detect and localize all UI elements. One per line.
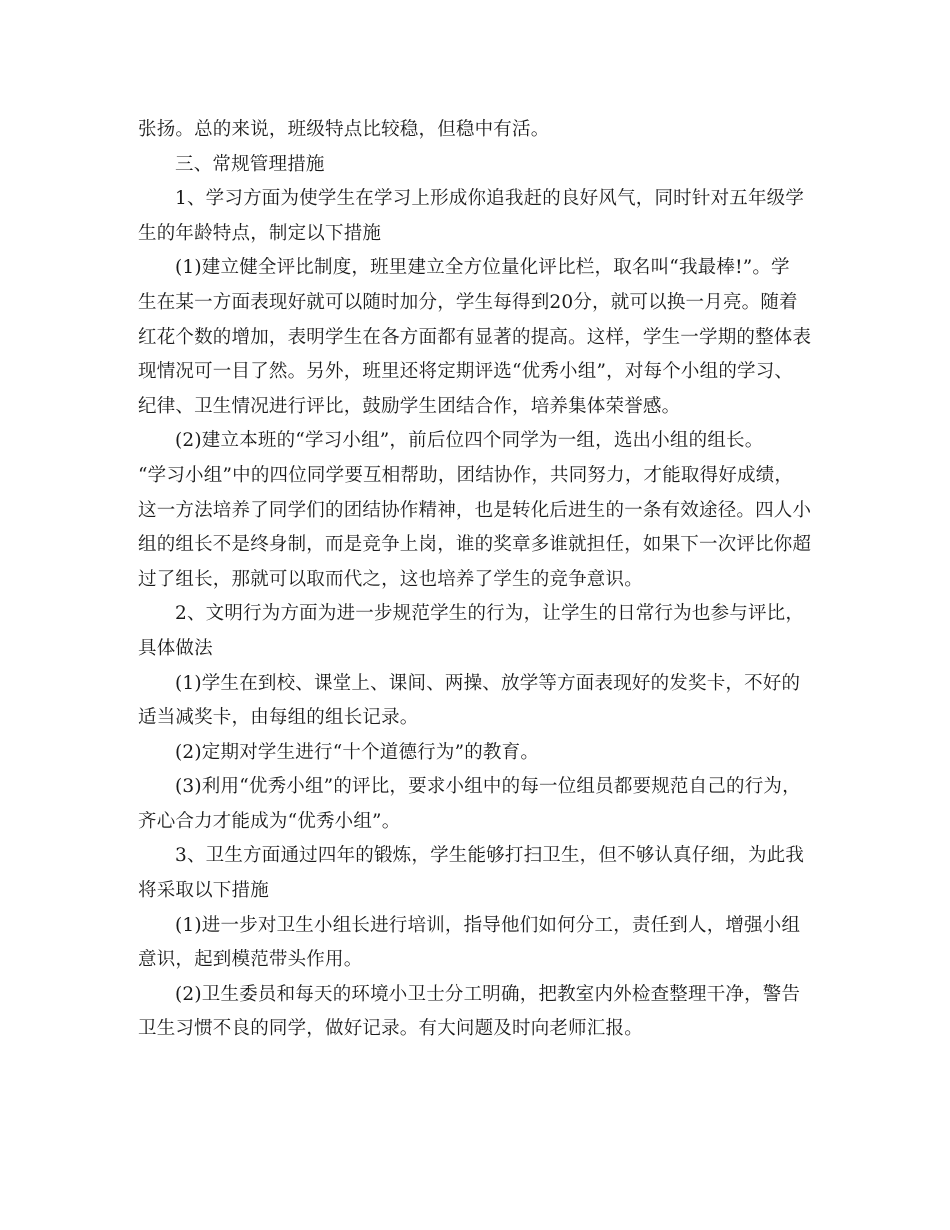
text-line: 生在某一方面表现好就可以随时加分，学生每得到20分，就可以换一月亮。随着 [138, 291, 798, 313]
text-line: 具体做法 [138, 637, 213, 659]
text-line: 这一方法培养了同学们的团结协作精神，也是转化后进生的一条有效途径。四人小 [138, 499, 812, 521]
text-line: (2)卫生委员和每天的环境小卫士分工明确，把教室内外检查整理干净，警告 [175, 983, 801, 1005]
text-line: (1)建立健全评比制度，班里建立全方位量化评比栏，取名叫“我最棒!”。学 [175, 257, 790, 279]
text-line: 三、常规管理措施 [175, 153, 325, 175]
text-line: 2、文明行为方面为进一步规范学生的行为，让学生的日常行为也参与评比， [175, 603, 805, 625]
text-line: 张扬。总的来说，班级特点比较稳，但稳中有活。 [138, 119, 550, 140]
text-line: (1)进一步对卫生小组长进行培训，指导他们如何分工，责任到人，增强小组 [175, 914, 801, 936]
text-line: 现情况可一目了然。另外，班里还将定期评选“优秀小组”，对每个小组的学习、 [138, 361, 794, 383]
document-body [138, 113, 810, 1047]
text-line: (3)利用“优秀小组”的评比，要求小组中的每一位组员都要规范自己的行为， [175, 776, 801, 798]
text-line: 齐心合力才能成为“优秀小组”。 [138, 810, 401, 832]
text-line: “学习小组”中的四位同学要互相帮助，团结协作，共同努力，才能取得好成绩， [138, 464, 794, 486]
text-line: 1、学习方面为使学生在学习上形成你追我赶的良好风气，同时针对五年级学 [175, 188, 805, 210]
text-line: (1)学生在到校、课堂上、课间、两操、放学等方面表现好的发奖卡，不好的 [175, 672, 801, 694]
text-line: 纪律、卫生情况进行评比，鼓励学生团结合作，培养集体荣誉感。 [138, 395, 681, 417]
text-line: 生的年龄特点，制定以下措施 [138, 222, 382, 244]
text-line: 卫生习惯不良的同学，做好记录。有大问题及时向老师汇报。 [138, 1018, 643, 1040]
text-line: 意识，起到模范带头作用。 [138, 949, 363, 971]
text-line: 过了组长，那就可以取而代之，这也培养了学生的竞争意识。 [138, 568, 643, 590]
text-line: 适当减奖卡，由每组的组长记录。 [138, 707, 419, 729]
text-line: 红花个数的增加，表明学生在各方面都有显著的提高。这样，学生一学期的整体表 [138, 326, 812, 348]
text-line: 3、卫生方面通过四年的锻炼，学生能够打扫卫生，但不够认真仔细，为此我 [175, 845, 805, 867]
text-line: 将采取以下措施 [138, 880, 269, 902]
text-line: 组的组长不是终身制，而是竞争上岗，谁的奖章多谁就担任，如果下一次评比你超 [138, 534, 812, 556]
text-line: (2)建立本班的“学习小组”，前后位四个同学为一组，选出小组的组长。 [175, 430, 764, 452]
text-line: (2)定期对学生进行“十个道德行为”的教育。 [175, 741, 540, 763]
